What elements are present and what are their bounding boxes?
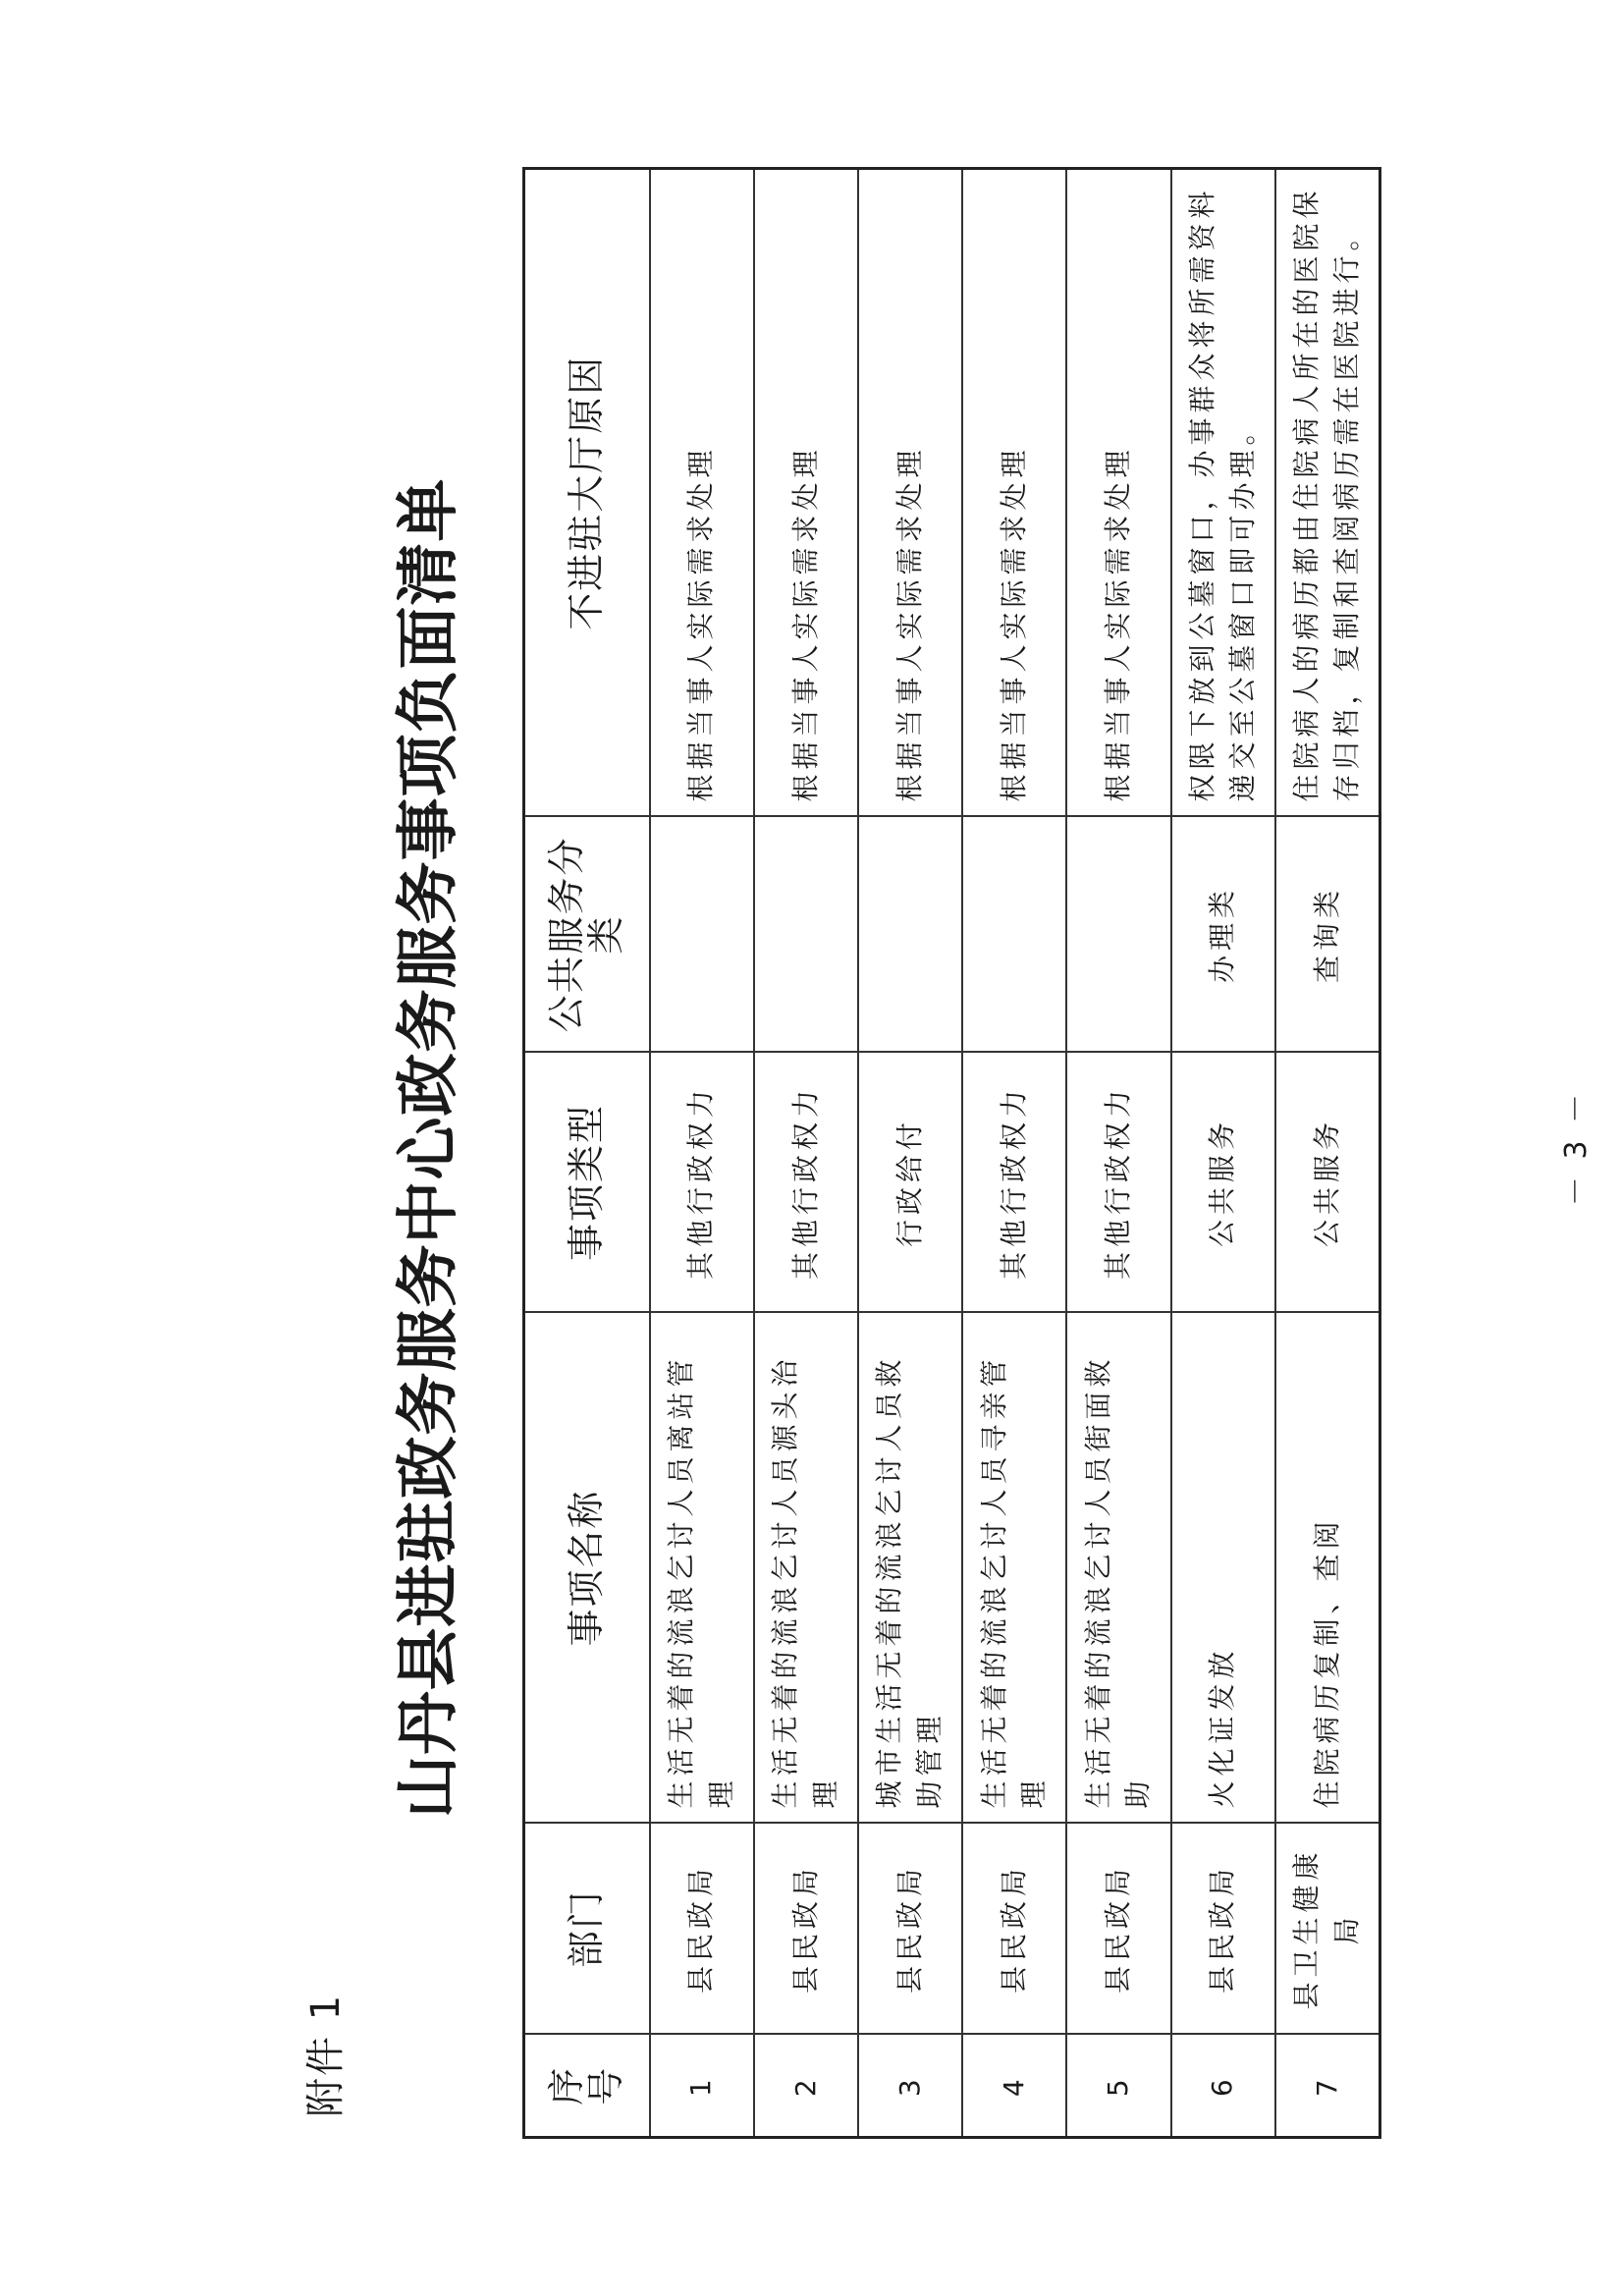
table-row <box>754 169 858 2138</box>
cell-type: 公共服务 <box>1275 1053 1380 1313</box>
cell-type: 行政给付 <box>858 1053 962 1313</box>
cell-name: 城市生活无着的流浪乞讨人员救助管理 <box>858 1313 962 1824</box>
cell-category <box>754 817 858 1053</box>
cell-category <box>962 817 1066 1053</box>
cell-no: 2 <box>754 2035 858 2138</box>
cell-no: 5 <box>1066 2035 1170 2138</box>
cell-dept: 县民政局 <box>1171 1824 1275 2035</box>
cell-dept: 县民政局 <box>650 1824 754 2035</box>
cell-reason: 根据当事人实际需求处理 <box>754 169 858 817</box>
cell-category <box>1066 817 1170 1053</box>
cell-reason: 权限下放到公墓窗口，办事群众将所需资料递交至公墓窗口即可办理。 <box>1171 169 1275 817</box>
cell-category <box>858 817 962 1053</box>
cell-name: 生活无着的流浪乞讨人员离站管理 <box>650 1313 754 1824</box>
cell-reason: 根据当事人实际需求处理 <box>1066 169 1170 817</box>
header-dept: 部门 <box>524 1824 650 2035</box>
table-header-row <box>524 169 650 2138</box>
cell-name: 生活无着的流浪乞讨人员街面救助 <box>1066 1313 1170 1824</box>
table-row <box>1275 169 1380 2138</box>
cell-dept: 县民政局 <box>1066 1824 1170 2035</box>
cell-type: 其他行政权力 <box>1066 1053 1170 1313</box>
cell-no: 3 <box>858 2035 962 2138</box>
cell-category: 办理类 <box>1171 817 1275 1053</box>
cell-name: 生活无着的流浪乞讨人员源头治理 <box>754 1313 858 1824</box>
cell-reason: 根据当事人实际需求处理 <box>858 169 962 817</box>
table-row <box>1066 169 1170 2138</box>
cell-name: 生活无着的流浪乞讨人员寻亲管理 <box>962 1313 1066 1824</box>
header-no: 序号 <box>524 2035 650 2138</box>
page-number: － 3 － <box>1559 1089 1594 1207</box>
cell-no: 4 <box>962 2035 1066 2138</box>
cell-reason: 根据当事人实际需求处理 <box>650 169 754 817</box>
cell-type: 其他行政权力 <box>754 1053 858 1313</box>
table-row <box>1171 169 1275 2138</box>
cell-category <box>650 817 754 1053</box>
header-category: 公共服务分类 <box>524 817 650 1053</box>
attachment-label: 附件 1 <box>303 1993 349 2117</box>
cell-category: 查询类 <box>1275 817 1380 1053</box>
cell-reason: 住院病人的病历都由住院病人所在的医院保存归档，复制和查阅病历需在医院进行。 <box>1275 169 1380 817</box>
cell-name: 火化证发放 <box>1171 1313 1275 1824</box>
header-name: 事项名称 <box>524 1313 650 1824</box>
cell-dept: 县民政局 <box>962 1824 1066 2035</box>
cell-dept: 县卫生健康局 <box>1275 1824 1380 2035</box>
cell-dept: 县民政局 <box>858 1824 962 2035</box>
cell-no: 7 <box>1275 2035 1380 2138</box>
table-row <box>962 169 1066 2138</box>
cell-reason: 根据当事人实际需求处理 <box>962 169 1066 817</box>
table-row <box>858 169 962 2138</box>
negative-list-table <box>522 167 1381 2139</box>
cell-dept: 县民政局 <box>754 1824 858 2035</box>
table-row <box>650 169 754 2138</box>
cell-type: 公共服务 <box>1171 1053 1275 1313</box>
cell-type: 其他行政权力 <box>650 1053 754 1313</box>
header-type: 事项类型 <box>524 1053 650 1313</box>
cell-name: 住院病历复制、查阅 <box>1275 1313 1380 1824</box>
page-title: 山丹县进驻政务服务中心政务服务事项负面清单 <box>392 477 465 1819</box>
cell-type: 其他行政权力 <box>962 1053 1066 1313</box>
cell-no: 1 <box>650 2035 754 2138</box>
header-reason: 不进驻大厅原因 <box>524 169 650 817</box>
cell-no: 6 <box>1171 2035 1275 2138</box>
